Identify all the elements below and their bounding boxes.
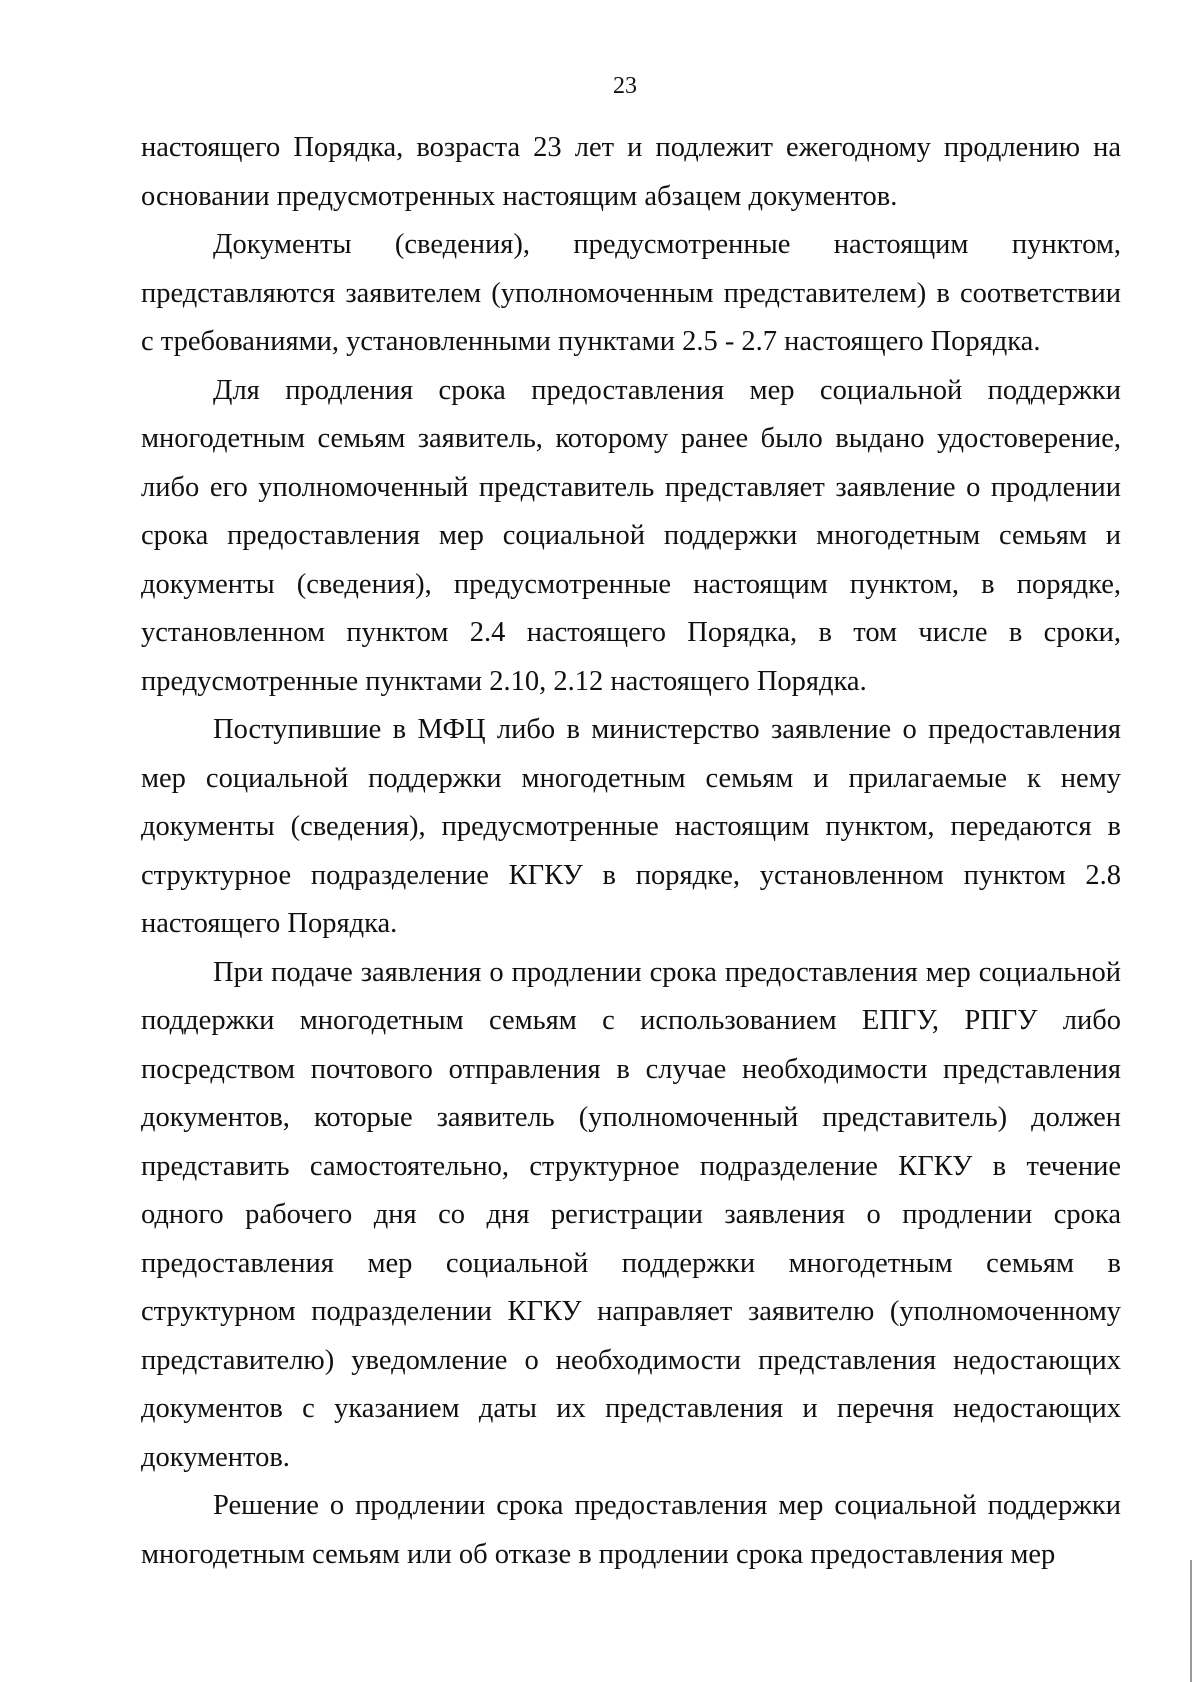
paragraph-mfc-transfer: Поступившие в МФЦ либо в министерство заявление о предоставления мер социальной поддержки многодетным семьям и прилагаемые к нему документы (сведения), предусмотренные настоящим пунктом, передаются в структурное подразделение КГКУ в порядке, установленном пунктом 2.8 настоящего Порядка. xyxy=(141,714,1121,939)
paragraph-decision: Решение о продлении срока предоставления мер социальной поддержки многодетным семьям или об отказе в продлении срока предоставления мер xyxy=(141,1490,1121,1570)
document-body xyxy=(141,124,1121,1579)
paragraph-continuation: настоящего Порядка, возраста 23 лет и подлежит ежегодному продлению на основании предусмотренных настоящим абзацем документов. xyxy=(141,132,1121,212)
scan-edge-line xyxy=(1190,1560,1192,1682)
paragraph-extension-application: Для продления срока предоставления мер социальной поддержки многодетным семьям заявитель, которому ранее было выдано удостоверение, либо его уполномоченный представитель представляет заявление о продлении срока предоставления мер социальной поддержки многодетным семьям и документы (сведения), предусмотренные настоящим пунктом, в порядке, установленном пунктом 2.4 настоящего Порядка, в том числе в сроки, предусмотренные пунктами 2.10, 2.12 настоящего Порядка. xyxy=(141,374,1121,697)
paragraph-epgu-notification: При подаче заявления о продлении срока предоставления мер социальной поддержки многодетным семьям с использованием ЕПГУ, РПГУ либо посредством почтового отправления в случае необходимости представления документов, которые заявитель (уполномоченный представитель) должен представить самостоятельно, структурное подразделение КГКУ в течение одного рабочего дня со дня регистрации заявления о продлении срока предоставления мер социальной поддержки многодетным семьям в структурном подразделении КГКУ направляет заявителю (уполномоченному представителю) уведомление о необходимости представления недостающих документов с указанием даты их представления и перечня недостающих документов. xyxy=(141,956,1121,1473)
paragraph-documents-submission: Документы (сведения), предусмотренные настоящим пунктом, представляются заявителем (уполномоченным представителем) в соответствии с требованиями, установленными пунктами 2.5 - 2.7 настоящего Порядка. xyxy=(141,229,1121,357)
page-number: 23 xyxy=(613,73,637,99)
